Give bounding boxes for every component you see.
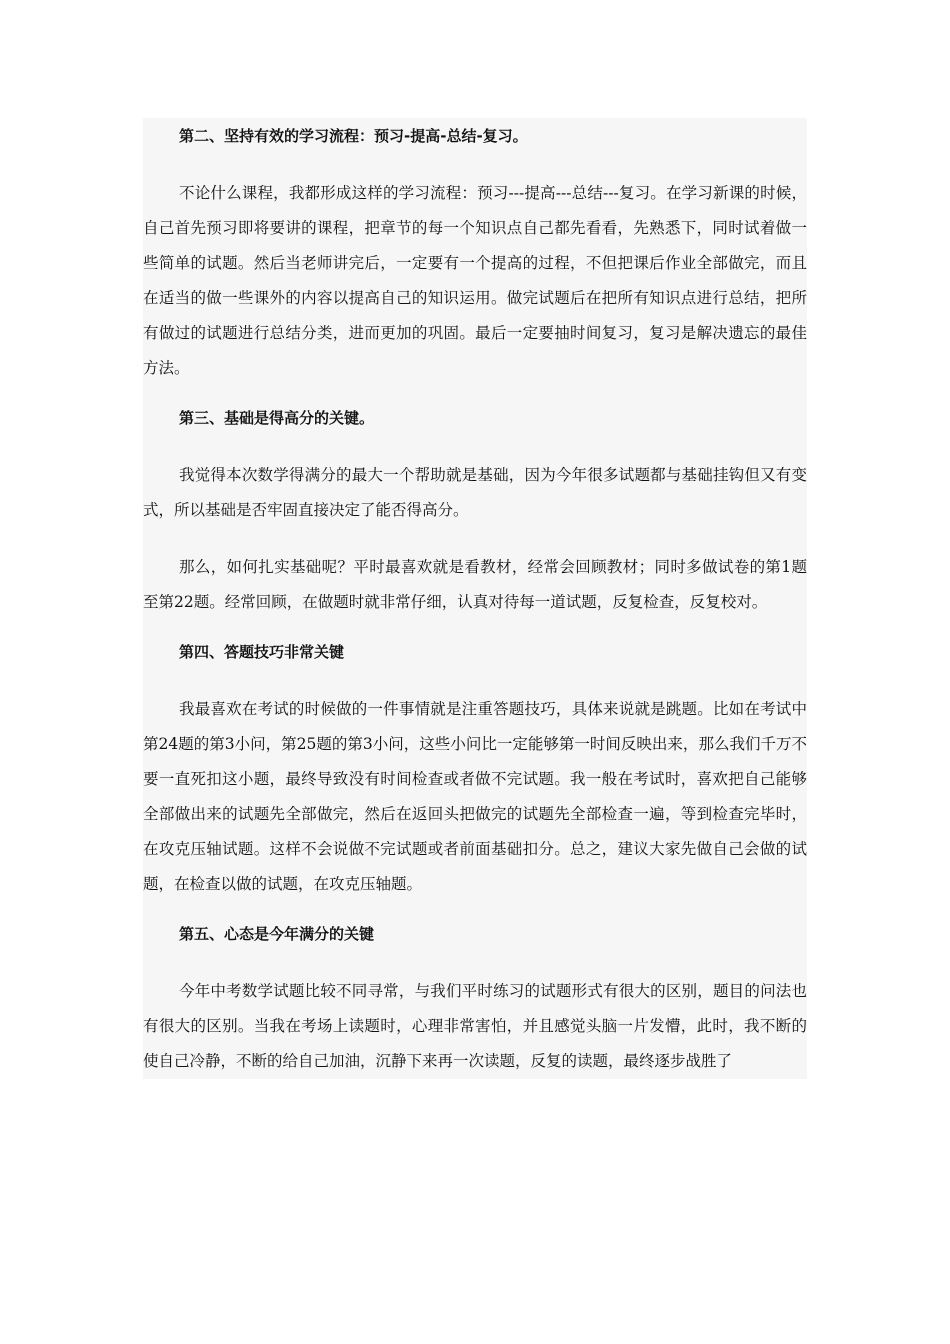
section-4: [143, 642, 807, 902]
section-paragraph: 我最喜欢在考试的时候做的一件事情就是注重答题技巧，具体来说就是跳题。比如在考试中第24题的第3小问，第25题的第3小问，这些小问比一定能够第一时间反映出来，那么我们千万不要一直死扣这小题，最终导致没有时间检查或者做不完试题。我一般在考试时，喜欢把自己能够全部做出来的试题先全部做完，然后在返回头把做完的试题先全部检查一遍，等到检查完毕时，在攻克压轴试题。这样不会说做不完试题或者前面基础扣分。总之，建议大家先做自己会做的试题，在检查以做的试题，在攻克压轴题。: [143, 700, 807, 893]
section-5: [143, 924, 807, 1079]
article-body: [143, 118, 807, 1079]
section-2: [143, 126, 807, 386]
section-paragraph: 那么，如何扎实基础呢？平时最喜欢就是看教材，经常会回顾教材；同时多做试卷的第1题至第22题。经常回顾，在做题时就非常仔细，认真对待每一道试题，反复检查，反复校对。: [143, 558, 807, 611]
section-heading: 第二、坚持有效的学习流程：预习-提高-总结-复习。: [179, 127, 528, 145]
section-heading: 第五、心态是今年满分的关键: [179, 925, 375, 943]
section-heading: 第三、基础是得高分的关键。: [179, 409, 375, 427]
section-paragraph: 我觉得本次数学得满分的最大一个帮助就是基础，因为今年很多试题都与基础挂钩但又有变式，所以基础是否牢固直接决定了能否得高分。: [143, 466, 807, 519]
section-heading: 第四、答题技巧非常关键: [179, 643, 345, 661]
section-3: [143, 408, 807, 620]
section-paragraph: 今年中考数学试题比较不同寻常，与我们平时练习的试题形式有很大的区别，题目的问法也有很大的区别。当我在考场上读题时，心理非常害怕，并且感觉头脑一片发懵，此时，我不断的使自己冷静，不断的给自己加油，沉静下来再一次读题，反复的读题，最终逐步战胜了: [143, 982, 807, 1070]
section-paragraph: 不论什么课程，我都形成这样的学习流程：预习---提高---总结---复习。在学习新课的时候，自己首先预习即将要讲的课程，把章节的每一个知识点自己都先看看，先熟悉下，同时试着做一些简单的试题。然后当老师讲完后，一定要有一个提高的过程，不但把课后作业全部做完，而且在适当的做一些课外的内容以提高自己的知识运用。做完试题后在把所有知识点进行总结，把所有做过的试题进行总结分类，进而更加的巩固。最后一定要抽时间复习，复习是解决遗忘的最佳方法。: [143, 184, 807, 377]
